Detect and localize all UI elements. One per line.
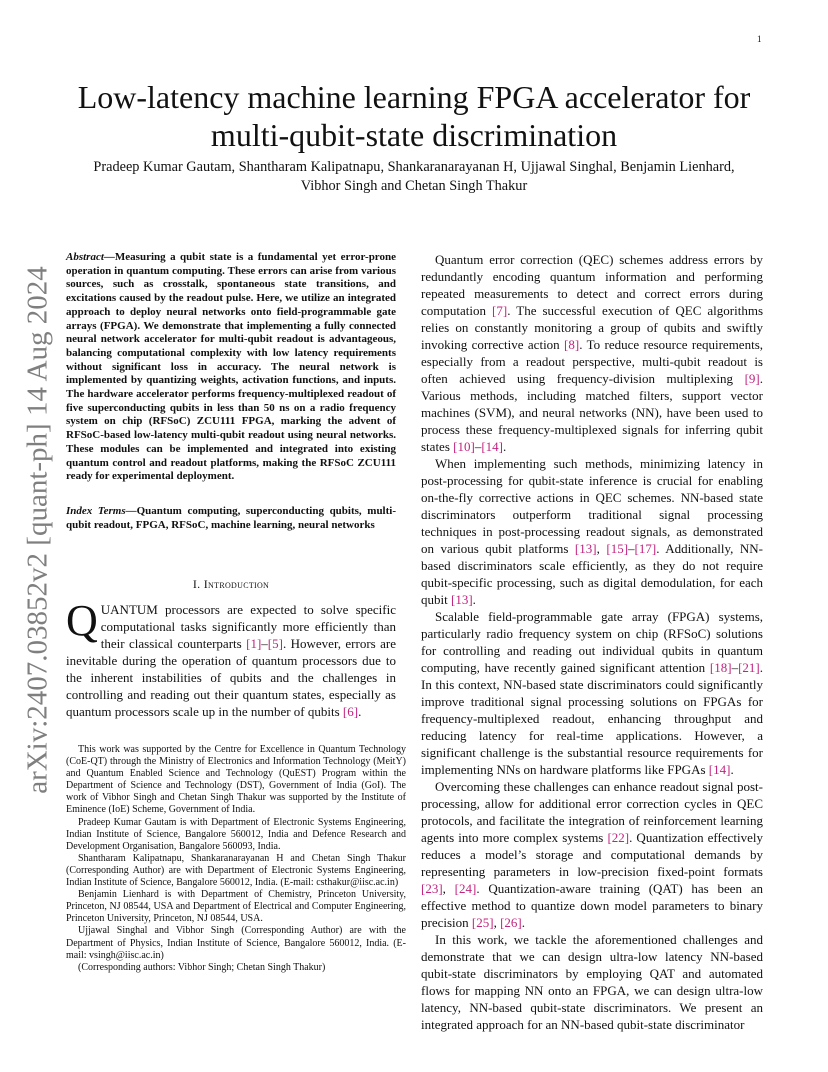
citation-link[interactable]: [13] [574, 541, 597, 556]
paragraph-text: . Additionally, NN-based discriminators scale efficiently, as they do not require qubit-specific processing, such as digital demodulation, for each qubit [421, 541, 764, 607]
title-line-1: Low-latency machine learning FPGA accelerator for [77, 79, 751, 115]
right-column-body [421, 251, 763, 1033]
citation-link[interactable]: [13] [450, 592, 473, 607]
paragraph-text: . Quantization-aware training (QAT) has been an effective method to quantize down model parameters to binary precision [421, 881, 763, 930]
paragraph-text: – [628, 541, 635, 556]
intro-text-c: . However, errors are inevitable during the operation of quantum processors due to the inherent instabilities of qubits and the challenges in controlling and reading out their quantum states, especially as quantum processors scale up in the number of qubits [66, 636, 397, 719]
paragraph-text: Quantum error correction (QEC) schemes address errors by redundantly encoding quantum information and performing repeated measurements to detect and correct errors during computation [421, 252, 763, 318]
citation-link[interactable]: [18] [709, 660, 732, 675]
body-paragraph: In this work, we tackle the aforementioned challenges and demonstrate that we can design ultra-low latency NN-based qubit-state discriminators by employing QAT and automated flows for mapping NN onto an FPGA, we can design ultra-low latency, NN-based qubit-state discriminators. We present an integrated approach for an NN-based qubit-state discriminator [421, 932, 763, 1032]
body-paragraph [421, 455, 763, 608]
paragraph-text: . Various methods, including matched filters, support vector machines (SVM), and neural networks (NN), have been used to process these frequency-multiplexed signals for inferring qubit states [421, 371, 763, 454]
paragraph-text: . To reduce resource requirements, especially from a readout perspective, multi-qubit readout is often achieved using frequency-division multiplexing [421, 337, 764, 386]
drop-cap: Q [66, 596, 98, 645]
arxiv-identifier-stamp: arXiv:2407.03852v2 [quant-ph] 14 Aug 2024 [21, 266, 54, 794]
citation-link[interactable]: [6] [342, 704, 359, 719]
author-list [60, 158, 768, 196]
citation-link[interactable]: [17] [634, 541, 657, 556]
citation-link[interactable]: [10] [453, 439, 475, 454]
section-number: I. [192, 577, 201, 591]
paragraph-text: Overcoming these challenges can enhance readout signal post-processing, allow for additional error correction cycles in QEC protocols, and facilitate the integration of reinforcement learning agents into more complex systems [421, 779, 763, 845]
citation-link[interactable]: [1] [246, 636, 262, 651]
footnote-affiliation: Ujjawal Singhal and Vibhor Singh (Corresponding Author) are with the Department of Physics, Indian Institute of Science, Bangalore 560012, India. (E-mail: vsingh@iisc.ac.in) [66, 925, 406, 961]
paragraph-text: , [596, 541, 607, 556]
page-number: 1 [757, 34, 762, 44]
citation-link[interactable]: [24] [454, 881, 477, 896]
citation-link[interactable]: [23] [421, 881, 443, 896]
index-terms [66, 505, 396, 532]
body-paragraph [421, 608, 763, 778]
paragraph-text: . In this context, NN-based state discriminators could significantly improve traditional signal processing solutions on FPGAs for frequency-multiplexed readout, enhancing throughput and reducing latency for real-time applications. However, a significant challenge is the substantial resource requirements for implementing NNs on hardware platforms like FPGAs [421, 660, 763, 777]
paragraph-text: . Quantization effectively reduces a model’s storage and computational demands by representing parameters in low-precision fixed-point formats [421, 830, 763, 879]
paper-title [60, 78, 768, 154]
title-line-2: multi-qubit-state discrimination [210, 117, 618, 153]
citation-link[interactable]: [8] [564, 337, 580, 352]
paragraph-text: , [493, 915, 501, 930]
paragraph-text: – [474, 439, 482, 454]
paragraph-text: . [521, 915, 525, 930]
citation-link[interactable]: [14] [708, 762, 731, 777]
footnote-affiliation: Benjamin Lienhard is with Department of Chemistry, Princeton University, Princeton, NJ 08544, USA and Department of Electrical and Computer Engineering, Princeton University, Princeton, NJ 08544, USA. [66, 889, 406, 925]
paragraph-text: . The successful execution of QEC algorithms relies on constantly monitoring a group of qubits and swiftly invoking corrective action [421, 303, 763, 352]
section-heading-introduction [66, 577, 396, 592]
authors-line-2: Vibhor Singh and Chetan Singh Thakur [300, 178, 528, 194]
section-title: Introduction [203, 577, 270, 591]
paragraph-text: Scalable field-programmable gate array (FPGA) systems, particularly radio frequency system on chip (RFSoC) solutions for controlling and reading out individual qubits in quantum computing, have recently gained significant attention [421, 609, 763, 675]
index-terms-text: Quantum computing, superconducting qubits, multi-qubit readout, FPGA, RFSoC, machine learning, neural networks [66, 505, 396, 531]
paragraph-text: . [502, 439, 507, 454]
citation-link[interactable]: [26] [500, 915, 522, 930]
abstract [66, 251, 396, 484]
intro-text-b: – [261, 636, 268, 651]
citation-link[interactable]: [9] [744, 371, 760, 386]
citation-link[interactable]: [22] [607, 830, 630, 845]
body-paragraph [421, 778, 763, 931]
index-terms-label: Index Terms— [66, 505, 137, 517]
paragraph-text: When implementing such methods, minimizing latency in post-processing for qubit-state inference is crucial for enabling on-the-fly corrective actions in QEC schemes. NN-based state discriminators outperform traditional signal processing techniques in post-processing readout signals, as demonstrated on various qubit platforms [421, 456, 763, 556]
abstract-text: Measuring a qubit state is a fundamental yet error-prone operation in quantum computing. These errors can arise from various sources, such as crosstalk, spontaneous state transitions, and excitations caused by the readout pulse. Here, we utilize an integrated approach to deploy neural networks onto field-programmable gate arrays (FPGA). We demonstrate that implementing a fully connected neural network accelerator for multi-qubit readout is advantageous, balancing computational complexity with low latency requirements without significant loss in accuracy. The neural network is implemented by quantizing weights, activation functions, and inputs. The hardware accelerator performs frequency-multiplexed readout of five superconducting qubits in less than 50 ns on a radio frequency system on chip (RFSoC) ZCU111 FPGA, marking the advent of RFSoC-based low-latency multi-qubit readout using neural networks. These modules can be implemented and integrated into existing quantum control and readout platforms, making the RFSoC ZCU111 ready for experimental deployment. [66, 251, 396, 483]
footnote-funding: This work was supported by the Centre for Excellence in Quantum Technology (CoE-QT) through the Ministry of Electronics and Information Technology (MeitY) and Quantum Enabled Science and Technology (QuEST) Program within the Department of Science and Technology (DST), Government of India (GoI). The work of Vibhor Singh and Chetan Singh Thakur was supported by the Institute of Eminence (IoE) Scheme, Government of India. [66, 744, 406, 816]
intro-text-d: . [358, 704, 362, 719]
body-paragraph [421, 251, 763, 455]
footnote-corresponding-authors: (Corresponding authors: Vibhor Singh; Chetan Singh Thakur) [78, 961, 326, 973]
citation-link[interactable]: [21] [738, 660, 760, 675]
paragraph-text: . [730, 762, 734, 777]
paragraph-text: . [472, 592, 476, 607]
authors-line-1: Pradeep Kumar Gautam, Shantharam Kalipatnapu, Shankaranarayanan H, Ujjawal Singhal, Benjamin Lienhard, [93, 159, 735, 175]
citation-link[interactable]: [25] [471, 915, 494, 930]
footnote-affiliation: Pradeep Kumar Gautam is with Department of Electronic Systems Engineering, Indian Institute of Science, Bangalore 560012, India and Defence Research and Development Organisation, Bangalore 560093, India. [66, 816, 406, 852]
paragraph-text: – [731, 660, 739, 675]
footnotes [66, 744, 406, 974]
footnote-affiliation: Shantharam Kalipatnapu, Shankaranarayanan H and Chetan Singh Thakur (Corresponding Author) are with Department of Electronic Systems Engineering, Indian Institute of Science, Bangalore 560012, India. (E-mail: csthakur@iisc.ac.in) [66, 852, 406, 889]
intro-text-a: UANTUM processors are expected to solve specific computational tasks significantly more efficiently than their classical counterparts [100, 602, 396, 651]
citation-link[interactable]: [7] [492, 303, 508, 318]
citation-link[interactable]: [15] [606, 541, 629, 556]
citation-link[interactable]: [5] [267, 636, 283, 651]
citation-link[interactable]: [14] [481, 439, 503, 454]
paragraph-text: , [442, 881, 455, 896]
introduction-paragraph [66, 596, 397, 720]
abstract-label: Abstract— [66, 251, 115, 263]
